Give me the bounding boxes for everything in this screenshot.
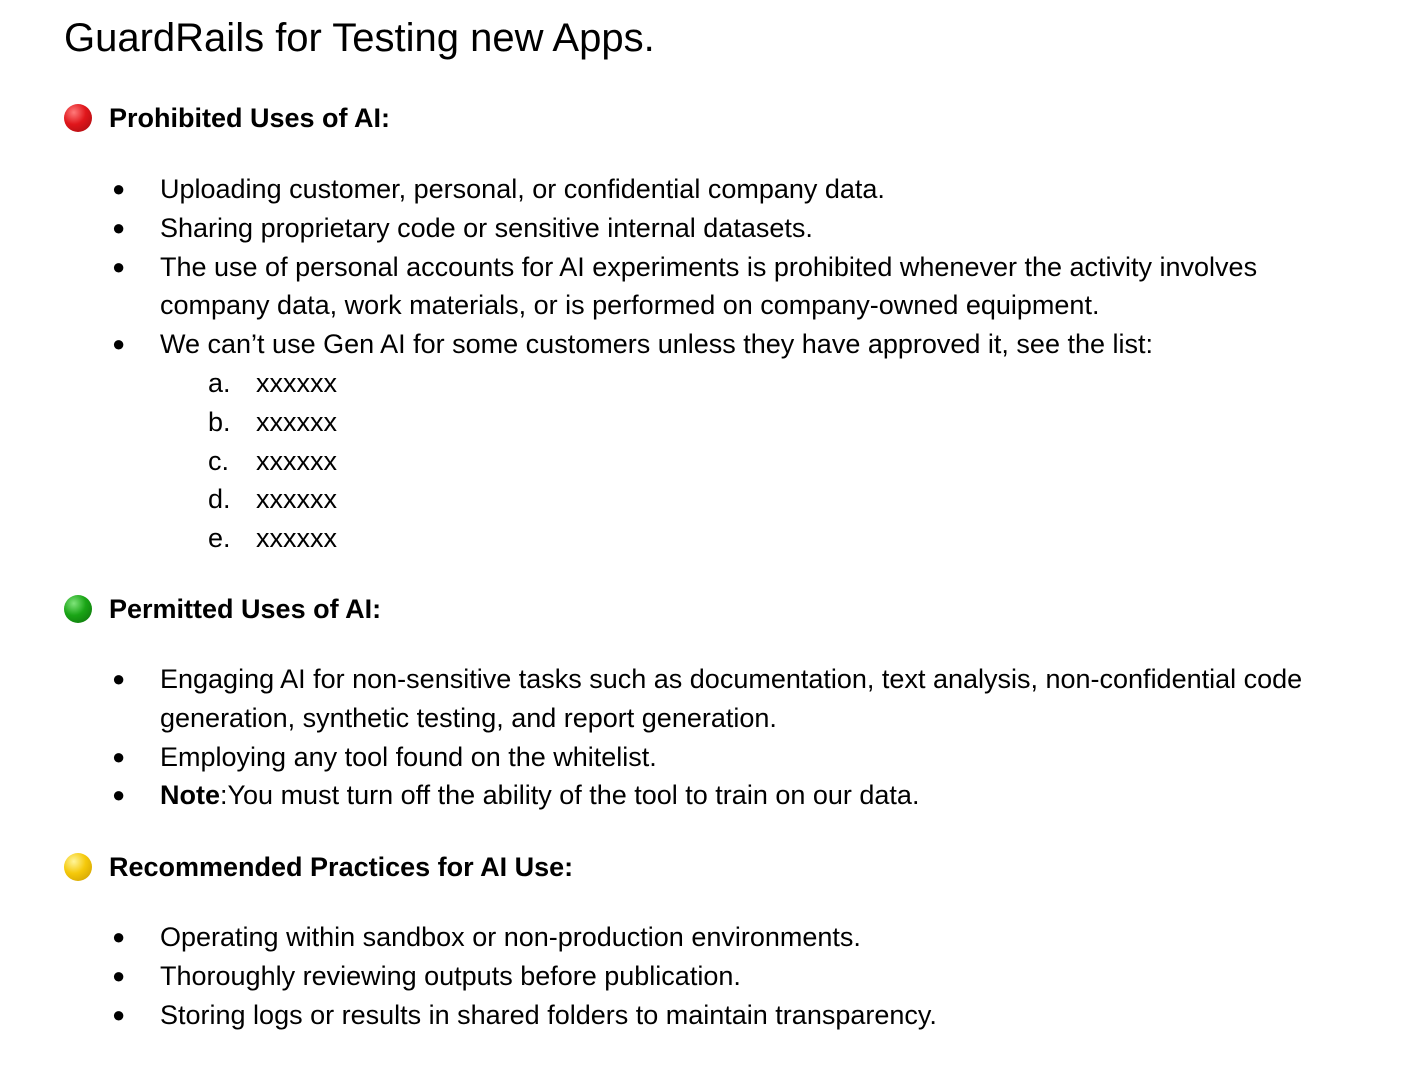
customer-list-item (112, 403, 1412, 442)
list-item (112, 660, 1420, 738)
customer-list-item (112, 442, 1412, 481)
list-item-text: Sharing proprietary code or sensitive internal datasets. (160, 212, 813, 243)
customer-name: xxxxxx (256, 523, 337, 554)
bullet-icon: ● (112, 214, 126, 240)
list-item-text: Thoroughly reviewing outputs before publication. (160, 960, 741, 991)
prohibited-heading (64, 100, 390, 136)
recommended-heading-text: Recommended Practices for AI Use: (109, 852, 574, 882)
list-item (112, 248, 1360, 326)
bullet-icon: ● (112, 782, 126, 808)
bullet-icon: ● (112, 176, 126, 201)
customer-list-item (112, 364, 1412, 403)
bullet-icon: ● (112, 924, 126, 949)
permitted-heading (64, 591, 381, 627)
green-circle-icon (64, 595, 92, 623)
bullet-icon: ● (112, 962, 126, 988)
list-item-text: Operating within sandbox or non-production environments. (160, 922, 861, 952)
bullet-icon: ● (112, 743, 126, 769)
note-label: Note (160, 780, 220, 811)
bullet-icon: ● (112, 331, 126, 357)
list-item (112, 957, 1412, 996)
list-item (112, 996, 1412, 1035)
customer-list-item (112, 519, 1412, 558)
bullet-icon: ● (112, 1001, 126, 1027)
permitted-heading-text: Permitted Uses of AI: (109, 594, 382, 624)
list-item (112, 209, 1412, 248)
permitted-list (112, 660, 1412, 815)
list-marker: d. (208, 484, 231, 515)
list-marker: a. (208, 367, 231, 398)
red-circle-icon (64, 104, 92, 132)
list-marker: e. (208, 523, 231, 554)
list-item-text: Uploading customer, personal, or confidential company data. (160, 174, 885, 204)
list-item-text: Employing any tool found on the whitelist. (160, 741, 657, 772)
customer-list-item (112, 480, 1412, 519)
recommended-list (112, 918, 1412, 1034)
recommended-heading (64, 849, 573, 885)
list-item (112, 776, 1412, 815)
list-item-text: We can’t use Gen AI for some customers unless they have approved it, see the list: (160, 329, 1154, 360)
bullet-icon: ● (112, 253, 126, 279)
list-item-text: Storing logs or results in shared folders to maintain transparency. (160, 999, 937, 1030)
customer-name: xxxxxx (256, 406, 337, 437)
prohibited-list (112, 170, 1412, 558)
list-item (112, 170, 1412, 209)
list-item-text: The use of personal accounts for AI experiments is prohibited whenever the activity involves company data, work materials, or is performed on company-owned equipment. (160, 251, 1258, 321)
list-item (112, 325, 1412, 558)
prohibited-heading-text: Prohibited Uses of AI: (109, 103, 391, 133)
list-item-text: Engaging AI for non-sensitive tasks such as documentation, text analysis, non-confidential code generation, synthetic testing, and report generation. (160, 664, 1303, 733)
customer-name: xxxxxx (256, 445, 337, 476)
yellow-circle-icon (64, 853, 92, 881)
list-item (112, 738, 1412, 777)
list-marker: c. (208, 445, 230, 476)
customer-name: xxxxxx (256, 367, 337, 398)
document-title: GuardRails for Testing new Apps. (64, 16, 655, 60)
customer-list (160, 364, 1412, 558)
customer-name: xxxxxx (256, 484, 337, 515)
note-text: :You must turn off the ability of the tool to train on our data. (220, 780, 920, 811)
list-marker: b. (208, 406, 231, 437)
bullet-icon: ● (112, 666, 126, 691)
list-item (112, 918, 1412, 957)
